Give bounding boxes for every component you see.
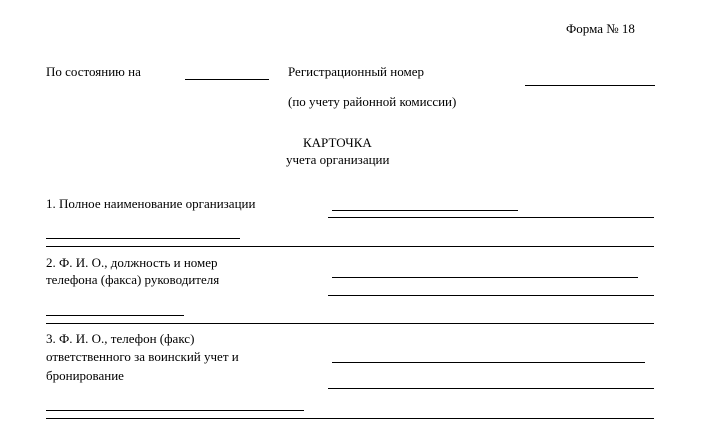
item-3-label-line-2: ответственного за воинский учет и: [46, 349, 239, 364]
item-3-field-left[interactable]: [46, 410, 304, 411]
item-1-label: 1. Полное наименование организации: [46, 196, 256, 211]
item-2-field-2[interactable]: [328, 295, 654, 296]
item-2-field-1[interactable]: [332, 277, 638, 278]
card-title: КАРТОЧКА: [303, 135, 372, 150]
item-2-label-line-1: 2. Ф. И. О., должность и номер: [46, 255, 218, 270]
section-divider-1: [46, 246, 654, 247]
item-3-field-1[interactable]: [332, 362, 645, 363]
card-subtitle: учета организации: [286, 152, 390, 167]
item-3-label-line-3: бронирование: [46, 368, 124, 383]
item-1-field-short[interactable]: [332, 210, 518, 211]
as-of-date-field[interactable]: [185, 79, 269, 80]
item-3-label-line-1: 3. Ф. И. О., телефон (факс): [46, 331, 195, 346]
section-divider-2: [46, 323, 654, 324]
item-3-field-2[interactable]: [328, 388, 654, 389]
item-2-label-line-2: телефона (факса) руководителя: [46, 272, 220, 287]
section-divider-3: [46, 418, 654, 419]
as-of-label: По состоянию на: [46, 64, 141, 79]
item-1-field-right[interactable]: [328, 217, 654, 218]
form-number: Форма № 18: [566, 21, 635, 36]
item-1-field-left[interactable]: [46, 238, 240, 239]
registration-label: Регистрационный номер: [288, 64, 424, 79]
registration-number-field[interactable]: [525, 85, 655, 86]
registration-note: (по учету районной комиссии): [288, 94, 457, 109]
item-2-field-left[interactable]: [46, 315, 184, 316]
